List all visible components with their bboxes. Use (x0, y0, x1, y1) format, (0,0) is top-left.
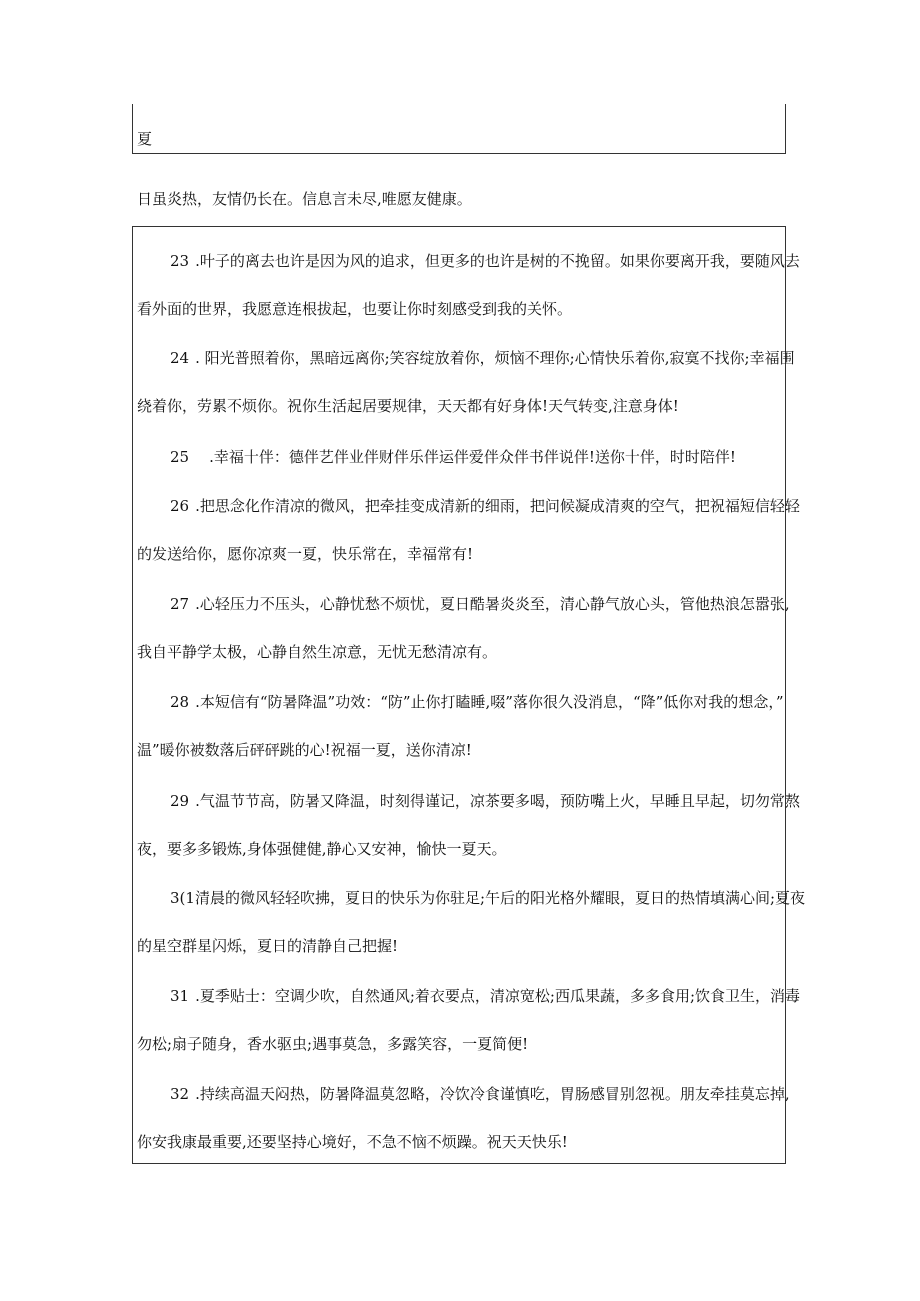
item-number: 24 (170, 349, 190, 367)
item-line-1: .本短信有“防暑降温”功效：“防”止你打瞌睡,啜”落你很久没消息，“降”低你对我的想念，” (195, 693, 784, 711)
item-line-2: 的星空群星闪烁，夏日的清静自己把握! (137, 937, 399, 955)
item-number: 27 (170, 595, 190, 613)
previous-message-tail: 夏 (137, 130, 153, 148)
item-line-2: 夜，要多多锻炼,身体强健健,静心又安神，愉快一夏天。 (137, 840, 507, 858)
item-line-1: .心轻压力不压头，心静忧愁不烦忧，夏日酷暑炎炎至，清心静气放心头，管他热浪怎嚣张, (195, 595, 790, 613)
item-number: 28 (170, 693, 190, 711)
item-line-2: 绕着你，劳累不烦你。祝你生活起居要规律，天天都有好身体!天气转变,注意身体! (137, 397, 679, 415)
item-line-2: 看外面的世界，我愿意连根拔起，也要让你时刻感受到我的关怀。 (137, 300, 573, 318)
item-number: 32 (170, 1085, 190, 1103)
item-line-1: .气温节节高，防暑又降温，时刻得谨记，凉茶要多喝，预防嘴上火，早睡且早起，切勿常熬 (195, 792, 800, 810)
item-line-2: 勿松;扇子随身，香水驱虫;遇事莫急，多露笑容，一夏简便! (137, 1035, 529, 1053)
item-line-2: 的发送给你，愿你凉爽一夏，快乐常在，幸福常有! (137, 545, 474, 563)
item-line-2: 我自平静学太极，心静自然生凉意，无忧无愁清凉有。 (137, 643, 498, 661)
item-number: 23 (170, 252, 190, 270)
item-line-2: 温”暖你被数落后砰砰跳的心!祝福一夏，送你清凉! (137, 741, 472, 759)
item-number: 29 (170, 792, 190, 810)
item-line-1: .持续高温天闷热，防暑降温莫忽略，冷饮冷食谨慎吃，胃肠感冒别忽视。朋友牵挂莫忘掉, (195, 1085, 790, 1103)
item-line-2: 你安我康最重要,还要坚持心境好，不急不恼不烦躁。祝天天快乐! (137, 1133, 568, 1151)
item-line-1: 1清晨的微风轻轻吹拂，夏日的快乐为你驻足;午后的阳光格外耀眼，夏日的热情填满心间;夏夜 (185, 889, 806, 907)
previous-message-box (132, 104, 786, 154)
item-line-1: .叶子的离去也许是因为风的追求，但更多的也许是树的不挽留。如果你要离开我，要随风去 (195, 252, 800, 270)
item-number: 26 (170, 497, 190, 515)
messages-box (132, 226, 806, 1164)
item-line-1: .夏季贴士：空调少吹，自然通风;着衣要点，清凉宽松;西瓜果蔬，多多食用;饮食卫生，消毒 (195, 987, 801, 1005)
item-line-1: .把思念化作清凉的微风，把牵挂变成清新的细雨，把问候凝成清爽的空气，把祝福短信轻轻 (195, 497, 800, 515)
item-number: 3( (170, 889, 186, 907)
item-number: 31 (170, 987, 190, 1005)
item-line-1: .幸福十伴：德伴艺伴业伴财伴乐伴运伴爱伴众伴书伴说伴!送你十伴，时时陪伴! (209, 448, 736, 466)
item-line-1: . 阳光普照着你，黑暗远离你;笑容绽放着你，烦恼不理你;心情快乐着你,寂寞不找你;幸福围 (195, 349, 795, 367)
item-number: 25 (170, 448, 190, 466)
between-text: 日虽炎热，友情仍长在。信息言未尽,唯愿友健康。 (137, 190, 472, 208)
